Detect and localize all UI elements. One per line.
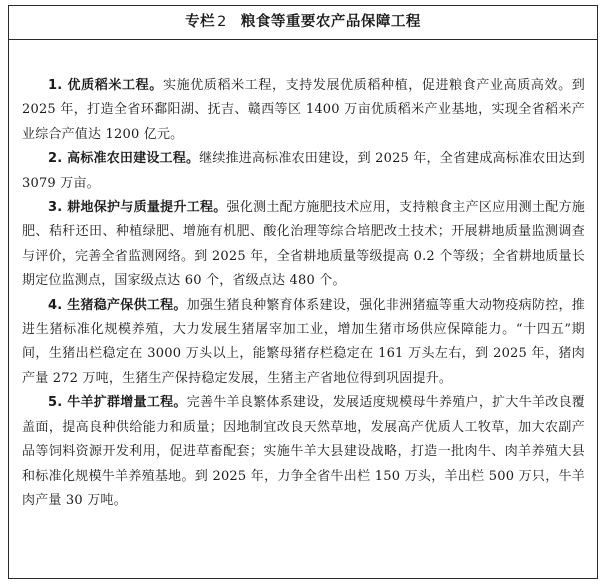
column-title: 粮食等重要农产品保障工程 <box>240 14 421 30</box>
paragraph-item-3 <box>22 196 585 294</box>
column-label: 专栏 <box>185 14 216 30</box>
item-body: 完善牛羊良繁体系建设，发展适度规模母牛养殖户，扩大牛羊改良覆盖面，提高良种供给能力和质量；因地制宜改良天然草地，发展高产优质人工牧草，加大农副产品等饲料资源开发利用，促进草畜配套；实施牛羊大县建设战略，打造一批肉牛、肉羊养殖大县和标准化规模牛羊养殖基地。到 2025 年，力争全省牛出栏 150 万头，羊出栏 500 万只，牛羊肉产量 30 万吨。 <box>22 395 585 508</box>
item-heading: 1. 优质稻米工程。 <box>48 78 163 93</box>
column-title-bar <box>9 6 597 40</box>
paragraph-item-2 <box>22 147 585 196</box>
item-heading: 5. 牛羊扩群增量工程。 <box>48 395 187 411</box>
paragraph-item-5 <box>22 391 585 513</box>
item-body: 加强生猪良种繁育体系建设，强化非洲猪瘟等重大动物疫病防控，推进生猪标准化规模养殖，大力发展生猪屠宰加工业，增加生猪市场供应保障能力。“十四五”期间，生猪出栏稳定在 3000 万头以上，能繁母猪存栏稳定在 161 万头左右，到 2025 年，猪肉产量 272 万吨，生猪生产保持稳定发展，生猪主产省地位得到巩固提升。 <box>22 297 585 386</box>
item-heading: 3. 耕地保护与质量提升工程。 <box>48 200 227 216</box>
column-number: 2 <box>217 14 227 30</box>
column-content <box>9 40 597 513</box>
column-box <box>8 5 598 579</box>
item-body: 继续推进高标准农田建设，到 2025 年，全省建成高标准农田达到 3079 万亩。 <box>22 151 585 191</box>
item-body: 实施优质稻米工程，支持发展优质稻种植，促进粮食产业高质高效。到 2025 年，打造全省环鄱阳湖、抚吉、赣西等区 1400 万亩优质稻米产业基地，实现全省稻米产业综合产值达 1200 亿元。 <box>22 78 585 142</box>
item-heading: 4. 生猪稳产保供工程。 <box>48 297 187 313</box>
paragraph-item-4 <box>22 294 585 392</box>
item-heading: 2. 高标准农田建设工程。 <box>48 151 200 167</box>
item-body: 强化测土配方施肥技术应用，支持粮食主产区应用测土配方施肥、秸秆还田、种植绿肥、增施有机肥、酸化治理等综合培肥改土技术；开展耕地质量监测调查与评价，完善全省监测网络。到 2025 年，全省耕地质量等级提高 0.2 个等级；全省耕地质量长期定位监测点，国家级点达 60 个，省级点达 480 个。 <box>22 200 585 289</box>
paragraph-item-1 <box>22 74 585 147</box>
